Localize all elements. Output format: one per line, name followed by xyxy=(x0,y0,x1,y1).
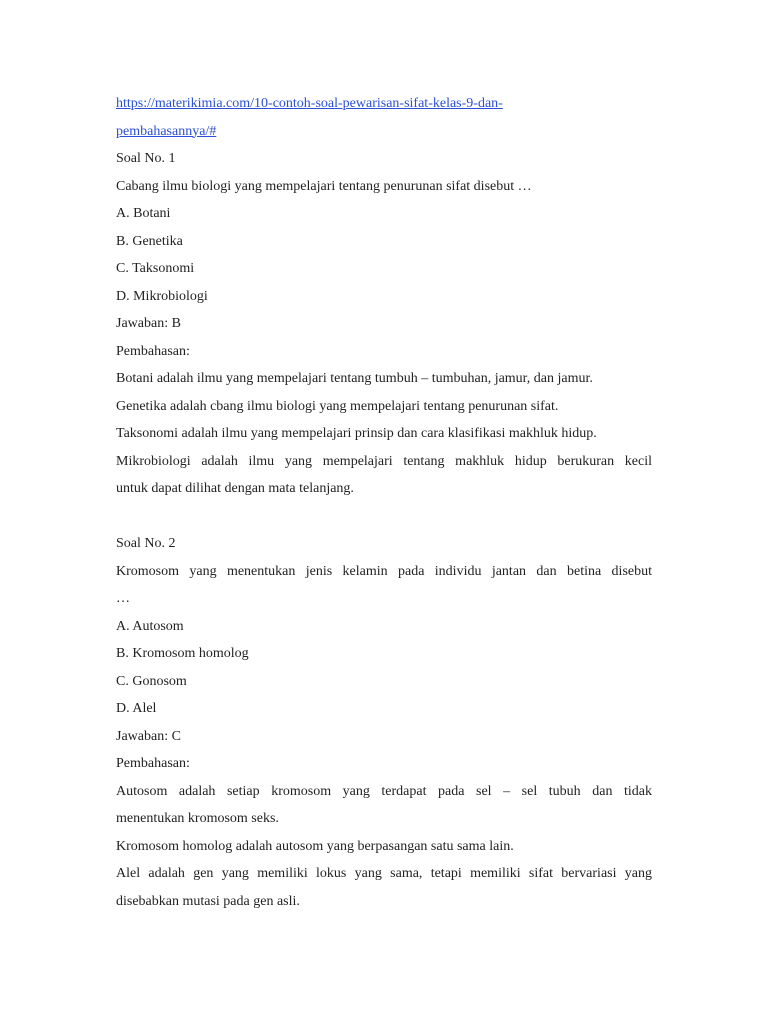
question-2-text-continued: … xyxy=(116,591,130,606)
question-2-discussion-line: Autosom adalah setiap kromosom yang terdapat pada sel – sel tubuh dan tidak xyxy=(116,783,652,799)
question-1-option-a: A. Botani xyxy=(116,206,171,221)
paragraph-spacer xyxy=(116,507,652,535)
question-2-option-a: A. Autosom xyxy=(116,618,184,634)
source-link-line-2[interactable]: pembahasannya/# xyxy=(116,123,217,139)
question-2-discussion-line: disebabkan mutasi pada gen asli. xyxy=(116,893,300,909)
document-content xyxy=(116,94,652,919)
question-2-discussion-line: Alel adalah gen yang memiliki lokus yang sama, tetapi memiliki sifat bervariasi yang xyxy=(116,866,652,881)
question-2-discussion-line: Kromosom homolog adalah autosom yang berpasangan satu sama lain. xyxy=(116,838,514,854)
question-2-text: Kromosom yang menentukan jenis kelamin pada individu jantan dan betina disebut xyxy=(116,563,652,579)
question-2-option-b: B. Kromosom homolog xyxy=(116,646,249,661)
question-1-discussion-line: Mikrobiologi adalah ilmu yang mempelajari tentang makhluk hidup berukuran kecil xyxy=(116,453,652,469)
question-1-title: Soal No. 1 xyxy=(116,151,176,166)
question-1-option-b: B. Genetika xyxy=(116,233,183,249)
question-2-answer: Jawaban: C xyxy=(116,728,181,744)
source-link-line-1[interactable]: https://materikimia.com/10-contoh-soal-pewarisan-sifat-kelas-9-dan- xyxy=(116,96,503,111)
question-2-discussion-line: menentukan kromosom seks. xyxy=(116,811,279,826)
question-2-option-d: D. Alel xyxy=(116,701,157,716)
question-1-option-d: D. Mikrobiologi xyxy=(116,288,208,304)
question-2-discussion-label: Pembahasan: xyxy=(116,756,190,771)
question-1-discussion-line: Taksonomi adalah ilmu yang mempelajari prinsip dan cara klasifikasi makhluk hidup. xyxy=(116,426,597,441)
question-1-discussion-line: Botani adalah ilmu yang mempelajari tentang tumbuh – tumbuhan, jamur, dan jamur. xyxy=(116,371,593,386)
question-1 xyxy=(116,149,652,507)
question-2 xyxy=(116,534,652,919)
question-1-text: Cabang ilmu biologi yang mempelajari tentang penurunan sifat disebut … xyxy=(116,178,532,194)
question-2-title: Soal No. 2 xyxy=(116,536,176,551)
question-1-answer: Jawaban: B xyxy=(116,316,181,331)
question-2-option-c: C. Gonosom xyxy=(116,673,187,689)
question-1-discussion-label: Pembahasan: xyxy=(116,343,190,359)
question-1-discussion-line: untuk dapat dilihat dengan mata telanjang. xyxy=(116,481,354,496)
question-1-option-c: C. Taksonomi xyxy=(116,261,195,276)
question-1-discussion-line: Genetika adalah cbang ilmu biologi yang mempelajari tentang penurunan sifat. xyxy=(116,398,559,414)
